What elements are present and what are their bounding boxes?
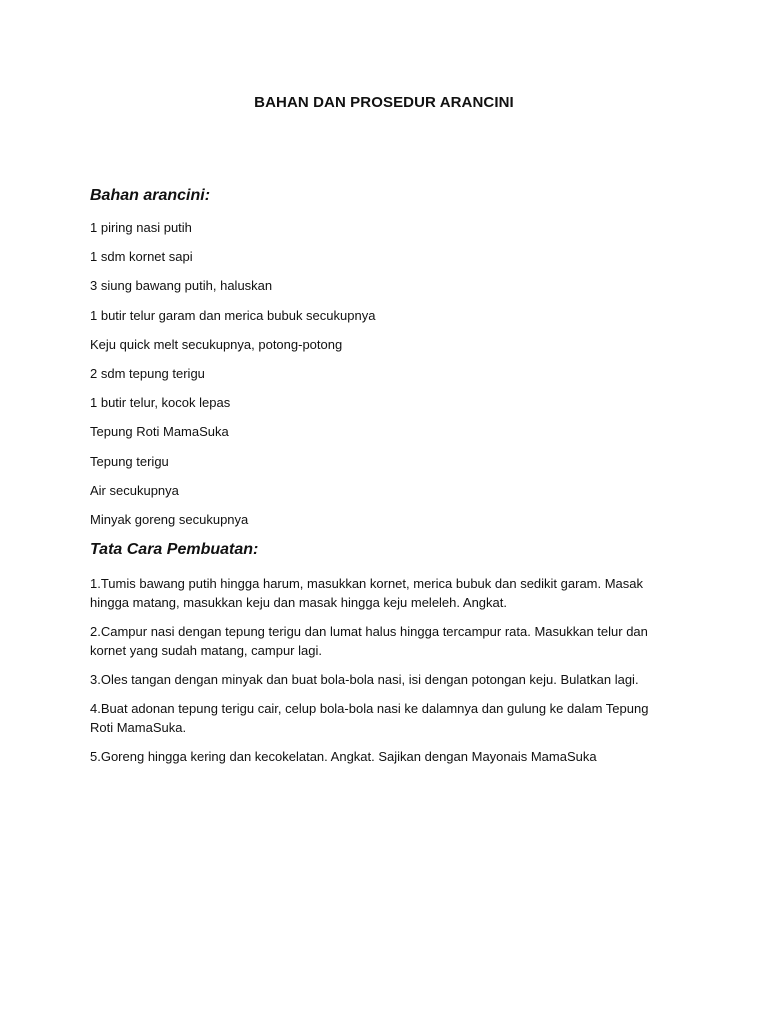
ingredient-item: 1 butir telur garam dan merica bubuk secukupnya [90,307,376,323]
step-item: 5.Goreng hingga kering dan kecokelatan. Angkat. Sajikan dengan Mayonais MamaSuka [90,749,597,764]
steps-list [90,574,670,776]
step-item: 4.Buat adonan tepung terigu cair, celup bola-bola nasi ke dalamnya dan gulung ke dalam Tepung Roti MamaSuka. [90,701,649,735]
ingredient-item: Tepung terigu [90,453,169,469]
ingredient-item: 1 piring nasi putih [90,220,192,235]
ingredient-item: Minyak goreng secukupnya [90,511,249,527]
steps-heading: Tata Cara Pembuatan: [90,541,259,558]
step-item: 3.Oles tangan dengan minyak dan buat bola-bola nasi, isi dengan potongan keju. Bulatkan lagi. [90,672,639,687]
ingredient-item: 1 butir telur, kocok lepas [90,395,231,411]
ingredient-item: Air secukupnya [90,482,179,498]
ingredient-item: 3 siung bawang putih, haluskan [90,278,273,294]
ingredient-item: Keju quick melt secukupnya, potong-potong [90,336,343,352]
ingredient-item: 1 sdm kornet sapi [90,249,193,265]
ingredients-heading: Bahan arancini: [90,187,211,204]
ingredient-item: Tepung Roti MamaSuka [90,424,229,440]
ingredient-item: 2 sdm tepung terigu [90,365,205,381]
ingredients-list [90,220,690,541]
document-title: BAHAN DAN PROSEDUR ARANCINI [254,94,514,111]
step-item: 2.Campur nasi dengan tepung terigu dan lumat halus hingga tercampur rata. Masukkan telur dan kornet yang sudah matang, campur lagi. [90,624,648,658]
step-item: 1.Tumis bawang putih hingga harum, masukkan kornet, merica bubuk dan sedikit garam. Masak hingga matang, masukkan keju dan masak hingga keju meleleh. Angkat. [90,576,644,610]
